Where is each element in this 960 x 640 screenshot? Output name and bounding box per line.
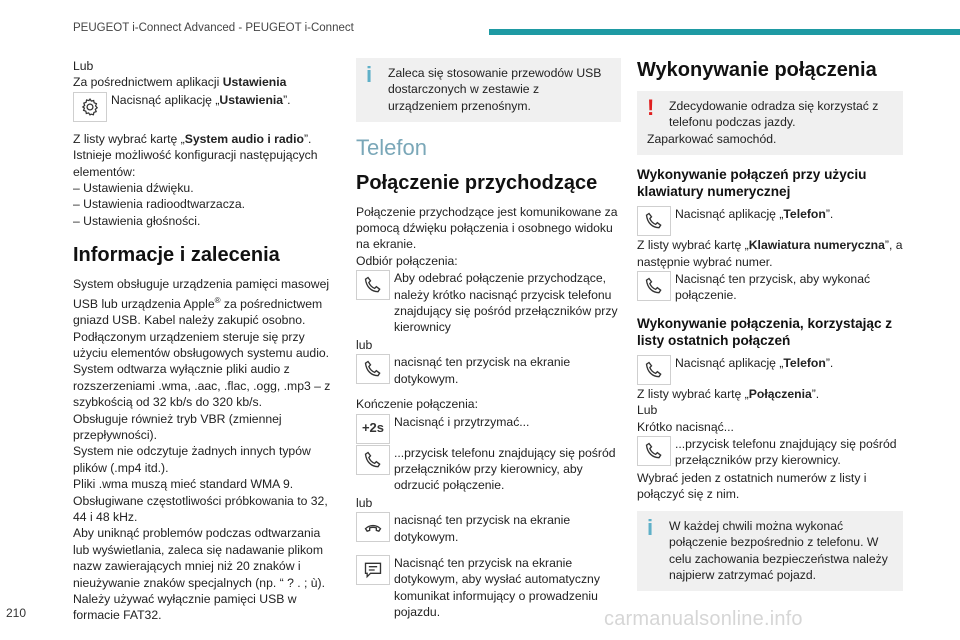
heading-make-call: Wykonywanie połączenia — [637, 59, 877, 81]
step-settings-app: Nacisnąć aplikację „Ustawienia”. — [73, 92, 335, 122]
list-item: – Ustawienia dźwięku. — [73, 181, 194, 196]
paragraph: System odtwarza wyłącznie pliki audio z rozszerzeniami .wma, .aac, .flac, .ogg, .mp3 – z szybkością od 32 kb/s do 320 kb/s. — [73, 362, 331, 410]
column-1 — [73, 58, 335, 624]
info-note: i W każdej chwili można wykonać połączenie bezpośrednio z telefonu. W celu zachowania bezpieczeństwa należy najpierw zatrzymać pojazd. — [637, 511, 903, 592]
text-lub: lub — [356, 337, 373, 352]
text-lub: lub — [356, 495, 373, 510]
paragraph: Podłączonym urządzeniem steruje się przy użyciu elementów obsługowych systemu audio. — [73, 329, 330, 360]
warning-icon: ! — [647, 95, 655, 120]
info-icon: i — [366, 62, 373, 87]
hold-2s-icon: +2s — [356, 414, 390, 444]
hang-up-icon — [356, 512, 390, 542]
info-note: i Zaleca się stosowanie przewodów USB dostarczonych w zestawie z urządzeniem przenośnym. — [356, 58, 621, 122]
paragraph: Wybrać jeden z ostatnich numerów z listy i połączyć się z nim. — [637, 470, 867, 502]
step-answer-touch: nacisnąć ten przycisk na ekranie dotykowym. — [356, 354, 621, 387]
phone-icon — [637, 436, 671, 466]
column-3 — [637, 58, 903, 597]
phone-icon — [356, 270, 390, 300]
running-header: PEUGEOT i-Connect Advanced - PEUGEOT i-Connect — [73, 22, 354, 34]
paragraph: Należy używać wyłącznie pamięci USB w formacie FAT32. — [73, 592, 297, 623]
heading-recent-calls: Wykonywanie połączenia, korzystając z listy ostatnich połączeń — [637, 315, 893, 348]
list-item: – Ustawienia głośności. — [73, 213, 201, 228]
step-reject-touch: nacisnąć ten przycisk na ekranie dotykowym. — [356, 512, 621, 545]
paragraph: Połączenie przychodzące jest komunikowane za pomocą dźwięku połączenia i osobnego widoku na ekranie. — [356, 204, 618, 252]
info-icon: i — [647, 514, 654, 540]
paragraph: System nie odczytuje żadnych innych typów plików (.mp4 itd.). — [73, 444, 311, 475]
message-icon — [356, 555, 390, 585]
paragraph: Obsługiwane częstotliwości próbkowania to 32, 44 i 48 kHz. — [73, 493, 328, 524]
step-wheel-button: ...przycisk telefonu znajdujący się pośród przełączników przy kierownicy. — [637, 436, 903, 469]
step-reject-wheel: ...przycisk telefonu znajdujący się pośród przełączników przy kierownicy, aby odrzucić połączenie. — [356, 445, 621, 494]
phone-icon — [637, 206, 671, 236]
text-lub: Lub — [73, 59, 94, 73]
text-via-app: Za pośrednictwem aplikacji Ustawienia — [73, 75, 287, 90]
paragraph: Pliki .wma muszą mieć standard WMA 9. — [73, 477, 294, 492]
phone-icon — [356, 354, 390, 384]
section-title: Telefon — [356, 135, 427, 161]
step-phone-app: Nacisnąć aplikację „Telefon”. — [637, 206, 903, 236]
heading-keypad: Wykonywanie połączeń przy użyciu klawiatury numerycznej — [637, 167, 867, 200]
step-answer-wheel: Aby odebrać połączenie przychodzące, należy krótko nacisnąć przycisk telefonu znajdujący się pośród przełączników przy kierownicy — [356, 270, 621, 336]
phone-icon — [637, 355, 671, 385]
list-item: – Ustawienia radioodtwarzacza. — [73, 197, 246, 212]
heading-info: Informacje i zalecenia — [73, 244, 280, 267]
phone-icon — [356, 445, 390, 475]
paragraph: System obsługuje urządzenia pamięci masowej USB lub urządzenia Apple® za pośrednictwem gniazd USB. Kabel należy zakupić osobno. — [73, 277, 330, 328]
step-dial: Nacisnąć ten przycisk, aby wykonać połączenie. — [637, 271, 903, 304]
paragraph: Krótko nacisnąć... — [637, 419, 734, 434]
step-hold: +2s Nacisnąć i przytrzymać... — [356, 414, 621, 444]
paragraph: Aby uniknąć problemów podczas odtwarzania lub wyświetlania, zaleca się nadawanie plikom nazw zawierających mniej niż 20 znaków i nieużywanie znaków specjalnych (np. “ ? . ; ù). — [73, 526, 325, 590]
warning-note: ! Zdecydowanie odradza się korzystać z telefonu podczas jazdy. Zaparkować samochód. — [637, 91, 903, 155]
step-phone-app: Nacisnąć aplikację „Telefon”. — [637, 355, 903, 385]
heading-incoming-call: Połączenie przychodzące — [356, 171, 598, 194]
paragraph: Odbiór połączenia: — [356, 253, 458, 268]
paragraph: Kończenie połączenia: — [356, 397, 478, 412]
page-number: 210 — [6, 606, 27, 620]
gear-icon — [73, 92, 107, 122]
text-lub: Lub — [637, 403, 658, 418]
watermark: carmanualsonline.info — [604, 608, 803, 630]
header-accent-bar — [489, 29, 960, 35]
paragraph: Z listy wybrać kartę „Połączenia”. — [637, 386, 820, 401]
text-config: Istnieje możliwość konfiguracji następujących elementów: — [73, 148, 318, 179]
paragraph: Z listy wybrać kartę „Klawiatura numeryczna”, a następnie wybrać numer. — [637, 238, 903, 269]
text-select-tab: Z listy wybrać kartę „System audio i radio”. — [73, 131, 312, 146]
step-auto-message: Nacisnąć ten przycisk na ekranie dotykowym, aby wysłać automatyczny komunikat informujący o prowadzeniu pojazdu. — [356, 555, 621, 621]
paragraph: Obsługuje również tryb VBR (zmiennej przepływności). — [73, 411, 282, 442]
phone-icon — [637, 271, 671, 301]
column-2 — [356, 58, 621, 622]
